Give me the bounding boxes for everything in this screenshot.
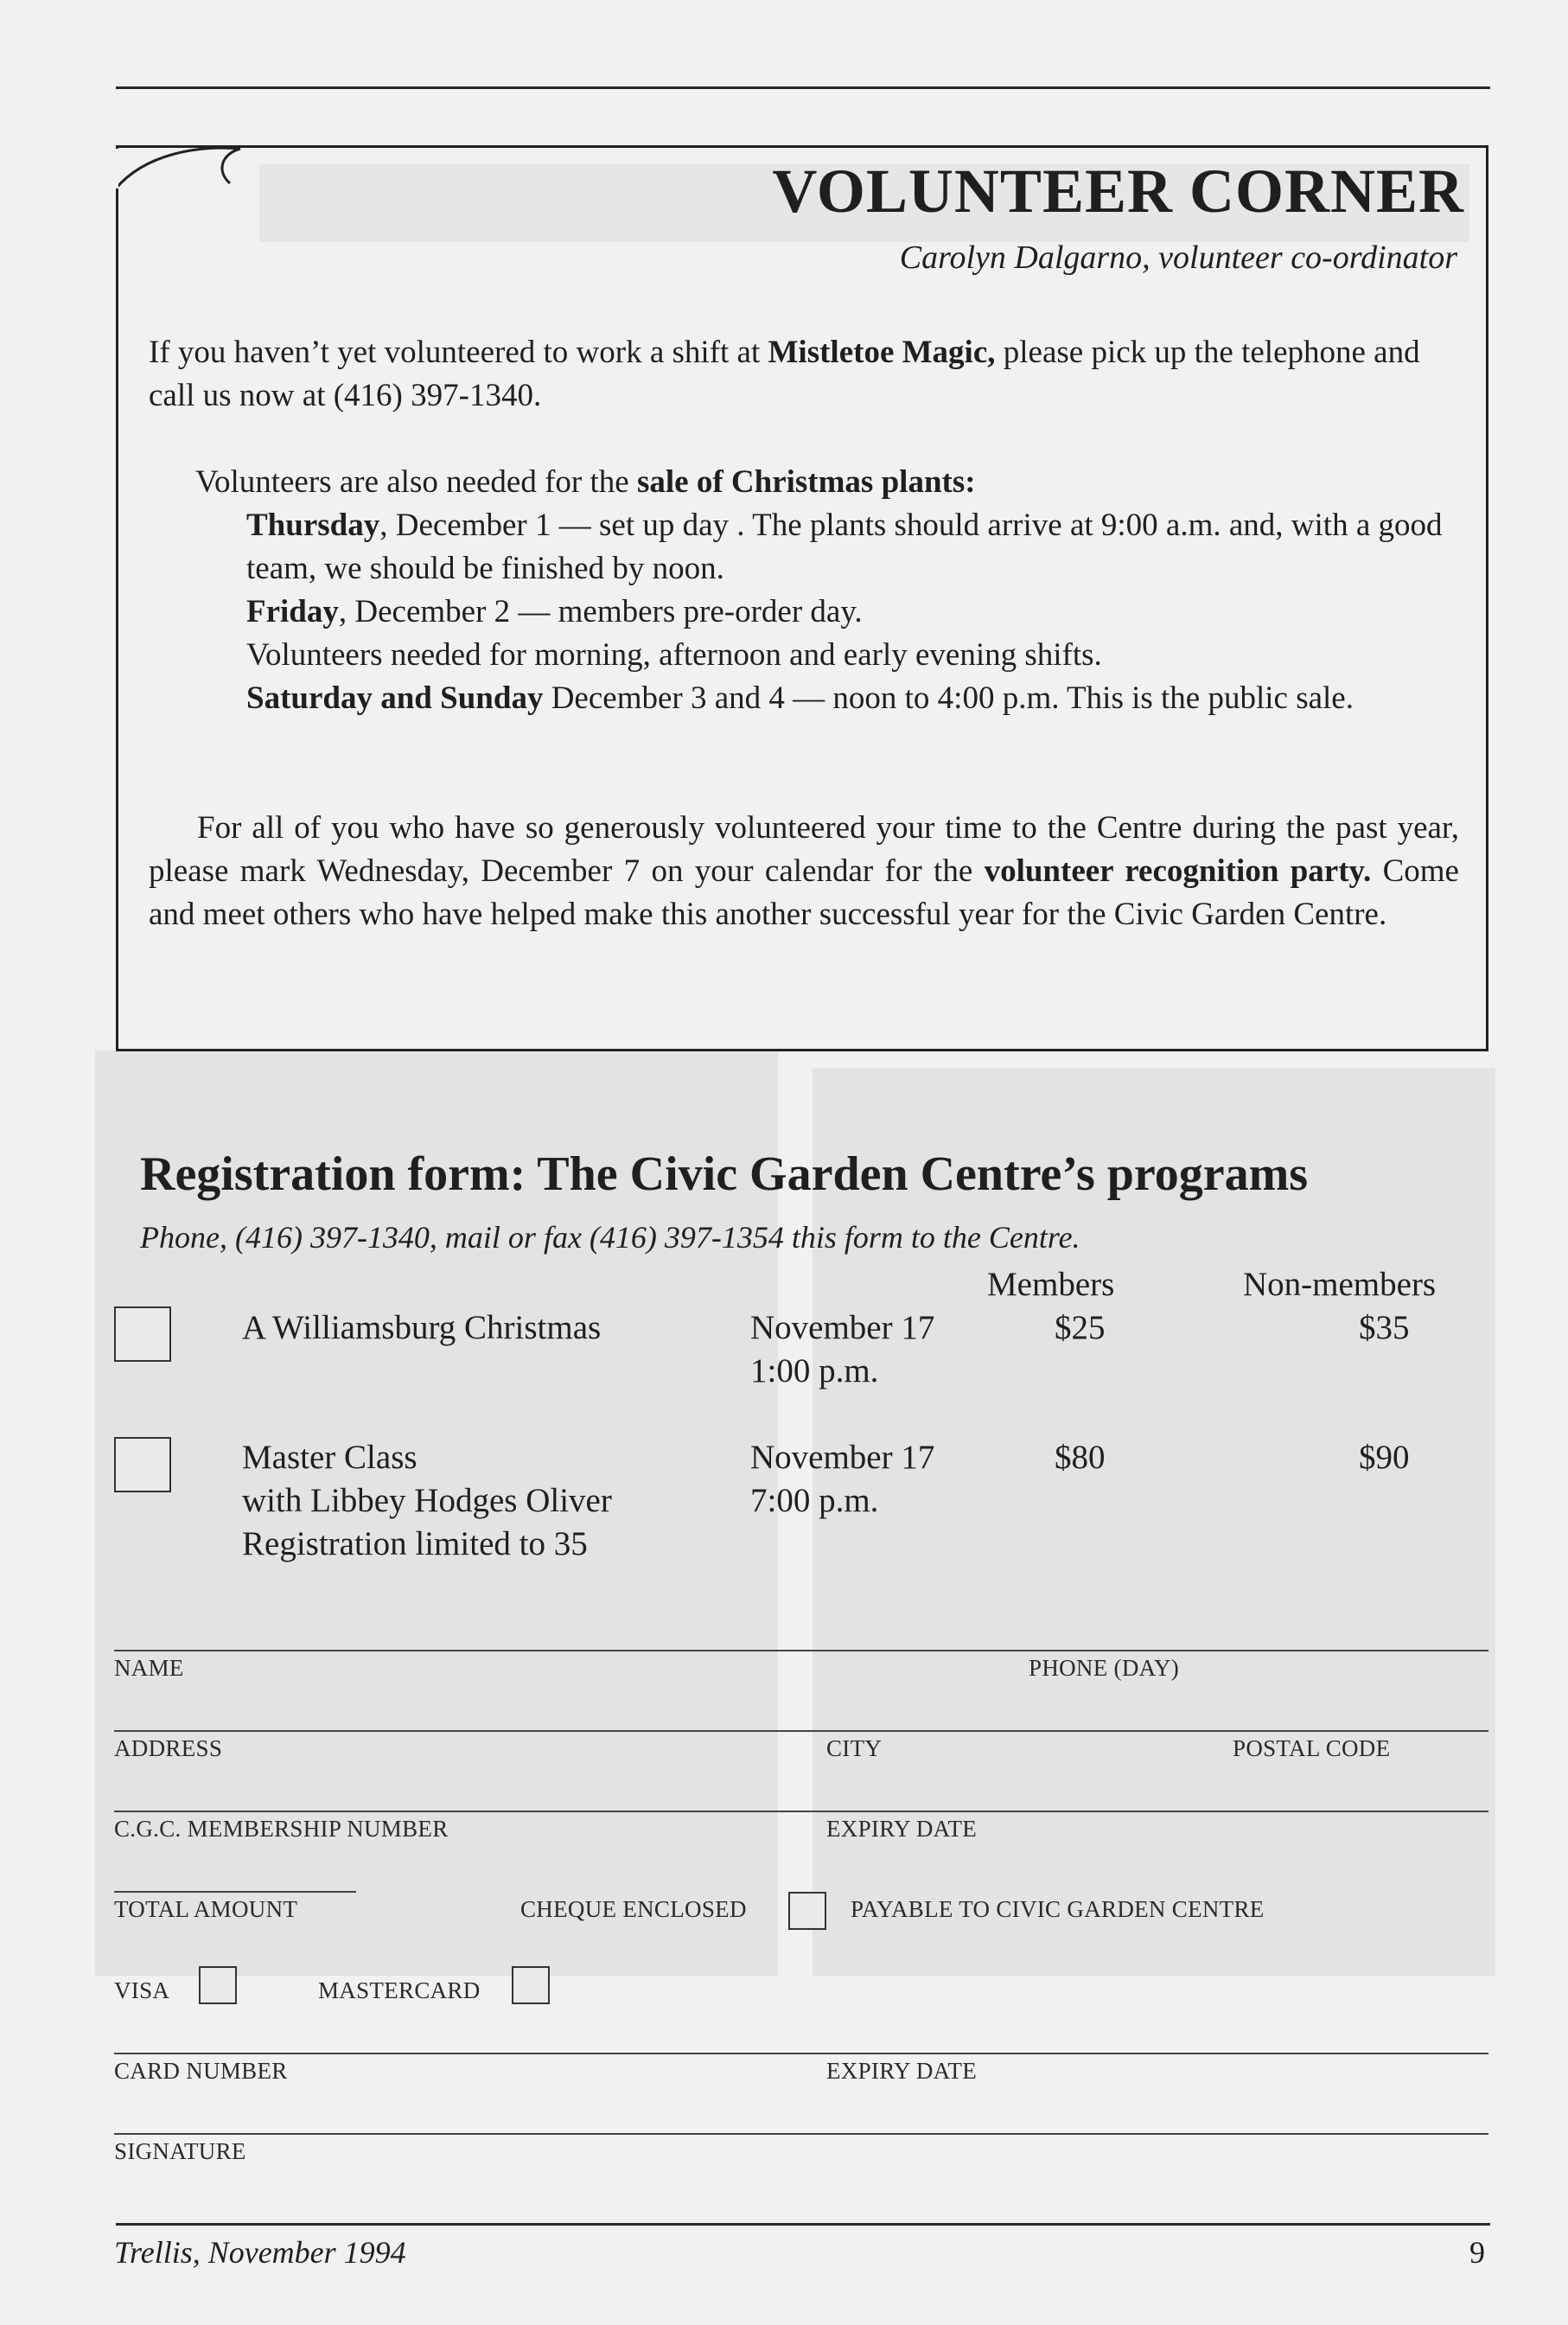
- program-masterclass-member-price: $80: [1055, 1439, 1106, 1476]
- p3-bold: volunteer recognition party.: [984, 853, 1372, 889]
- program-masterclass-name: Master Class: [242, 1439, 417, 1476]
- program-masterclass-nonmember-price: $90: [1359, 1439, 1410, 1476]
- program-williamsburg-nonmember-price: $35: [1359, 1309, 1410, 1346]
- address-line[interactable]: [114, 1730, 1488, 1732]
- page-number: 9: [1469, 2235, 1485, 2270]
- p1-post: please pick up the telephone and call us now at (416) 397-1340.: [149, 335, 1420, 413]
- weekend-label: Saturday and Sunday: [246, 680, 544, 716]
- publication-footer: Trellis, November 1994: [114, 2235, 406, 2270]
- total-amount-label: TOTAL AMOUNT: [114, 1896, 298, 1922]
- schedule-friday: [246, 591, 1461, 634]
- signature-label: SIGNATURE: [114, 2138, 246, 2164]
- program-masterclass-instructor: with Libbey Hodges Oliver: [242, 1482, 612, 1519]
- thursday-label: Thursday: [246, 508, 380, 543]
- program-masterclass-time: 7:00 p.m.: [750, 1482, 879, 1519]
- city-label: CITY: [826, 1735, 883, 1761]
- program-williamsburg-date: November 17: [750, 1309, 935, 1346]
- name-label: NAME: [114, 1655, 184, 1681]
- cheque-enclosed-label: CHEQUE ENCLOSED: [520, 1896, 747, 1922]
- program-masterclass-date: November 17: [750, 1439, 935, 1476]
- p1-bold: Mistletoe Magic,: [768, 335, 996, 370]
- volunteer-corner-byline: Carolyn Dalgarno, volunteer co-ordinator: [899, 240, 1457, 276]
- p2-intro-bold: sale of Christmas plants:: [636, 464, 976, 500]
- expiry-date-label-2: EXPIRY DATE: [826, 2058, 978, 2084]
- visa-label: VISA: [114, 1977, 170, 2003]
- name-line[interactable]: [114, 1650, 1488, 1651]
- signature-line[interactable]: [114, 2133, 1488, 2135]
- expiry-date-label-1: EXPIRY DATE: [826, 1816, 978, 1842]
- program-masterclass-checkbox[interactable]: [114, 1437, 171, 1492]
- membership-number-label: C.G.C. MEMBERSHIP NUMBER: [114, 1816, 449, 1842]
- members-column-header: Members: [987, 1266, 1115, 1303]
- footer-rule: [116, 2223, 1490, 2226]
- p1-pre: If you haven’t yet volunteered to work a shift at: [149, 335, 768, 370]
- volunteer-paragraph-2-intro: [195, 461, 1457, 504]
- cheque-enclosed-checkbox[interactable]: [788, 1892, 826, 1930]
- postal-code-label: POSTAL CODE: [1233, 1735, 1391, 1761]
- nonmembers-column-header: Non-members: [1243, 1266, 1437, 1303]
- weekend-text: December 3 and 4 — noon to 4:00 p.m. This is the public sale.: [543, 680, 1354, 716]
- p3-post: Come and meet others who have helped make this another successful year for the Civic Garden Centre.: [149, 853, 1459, 932]
- card-number-label: CARD NUMBER: [114, 2058, 288, 2084]
- program-masterclass-limit: Registration limited to 35: [242, 1525, 588, 1562]
- program-williamsburg-time: 1:00 p.m.: [750, 1352, 879, 1389]
- membership-line[interactable]: [114, 1811, 1488, 1812]
- mastercard-checkbox[interactable]: [512, 1966, 550, 2004]
- program-williamsburg-checkbox[interactable]: [114, 1306, 171, 1362]
- schedule-friday-shifts: Volunteers needed for morning, afternoon and early evening shifts.: [246, 637, 1102, 673]
- schedule-thursday: [246, 504, 1461, 591]
- card-number-line[interactable]: [114, 2053, 1488, 2054]
- schedule-weekend: [246, 677, 1461, 720]
- visa-checkbox[interactable]: [199, 1966, 237, 2004]
- volunteer-schedule: [246, 504, 1461, 720]
- volunteer-paragraph-1: [149, 331, 1463, 418]
- p3-pre: For all of you who have so generously volunteered your time to the Centre during the past year, please mark Wednesday, December 7 on your calendar for the: [149, 810, 1459, 889]
- volunteer-paragraph-3: [149, 807, 1459, 936]
- p2-intro-pre: Volunteers are also needed for the: [195, 464, 637, 500]
- payable-to-label: PAYABLE TO CIVIC GARDEN CENTRE: [851, 1896, 1265, 1922]
- address-label: ADDRESS: [114, 1735, 223, 1761]
- registration-title: Registration form: The Civic Garden Centre’s programs: [140, 1147, 1309, 1201]
- program-williamsburg-name: A Williamsburg Christmas: [242, 1309, 602, 1346]
- top-rule: [116, 86, 1490, 89]
- phone-day-label: PHONE (DAY): [1029, 1655, 1180, 1681]
- mastercard-label: MASTERCARD: [318, 1977, 481, 2003]
- page-curl-icon: [111, 137, 249, 206]
- total-amount-line[interactable]: [114, 1891, 356, 1893]
- thursday-text: , December 1 — set up day . The plants should arrive at 9:00 a.m. and, with a good team, we should be finished by noon.: [246, 508, 1443, 586]
- volunteer-corner-title: VOLUNTEER CORNER: [772, 156, 1464, 226]
- friday-label: Friday: [246, 594, 339, 629]
- registration-subtitle: Phone, (416) 397-1340, mail or fax (416) 397-1354 this form to the Centre.: [140, 1220, 1080, 1255]
- friday-text: , December 2 — members pre-order day.: [338, 594, 863, 629]
- program-williamsburg-member-price: $25: [1055, 1309, 1106, 1346]
